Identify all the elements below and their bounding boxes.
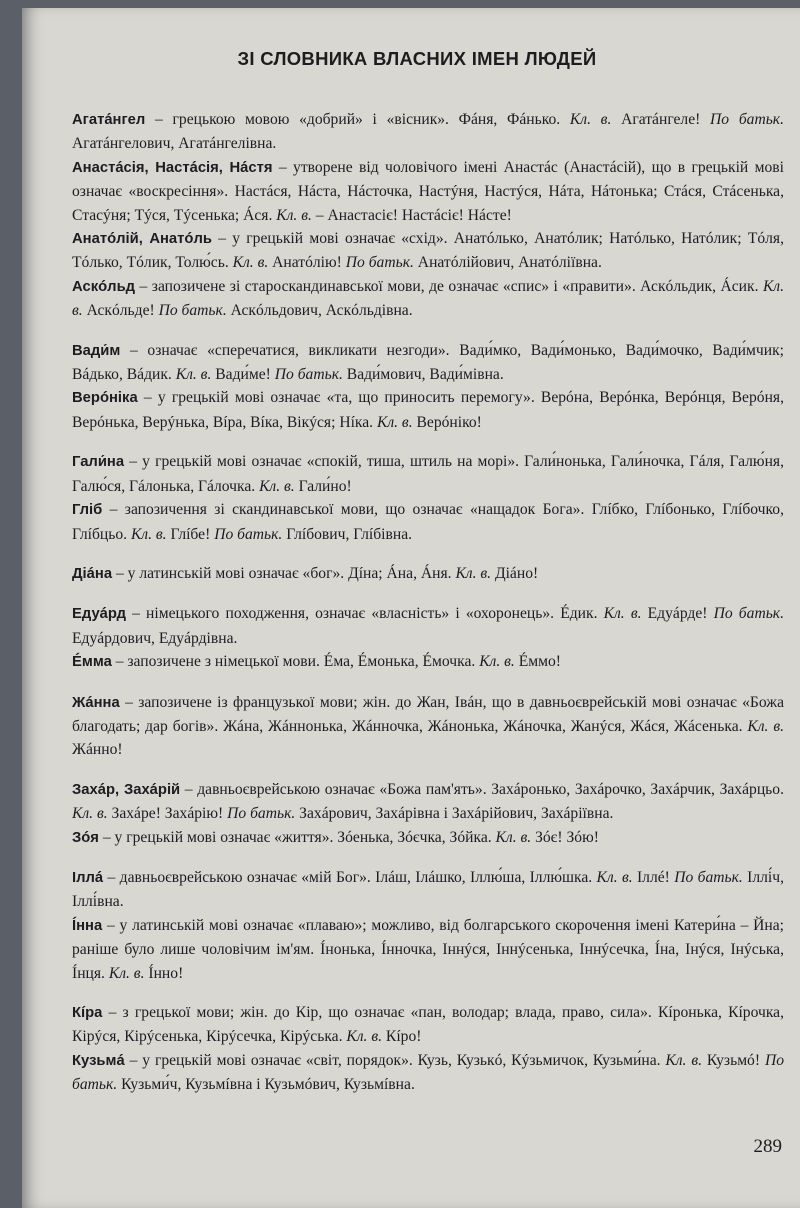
entry-halyna — [72, 450, 784, 498]
entry-anastasiia — [72, 156, 784, 227]
vocative-label: Кл. в. — [455, 564, 492, 582]
entry-kuzma — [72, 1049, 784, 1097]
definition: – грецькою мовою «добрий» і «вісник». Фáня, Фáнько. — [145, 111, 570, 128]
entry-emma — [72, 650, 784, 674]
patronymic-form: Захáрович, Захáрівна і Захáрійович, Захáріївна. — [295, 805, 614, 823]
headword: Кузьмá — [72, 1052, 125, 1069]
patronymic-label: По батьк. — [72, 1051, 784, 1094]
headword: Éмма — [72, 654, 112, 671]
entry-vadym — [72, 339, 784, 387]
vocative-label: Кл. в. — [72, 277, 784, 320]
vocative-form: Кузьмó! — [702, 1051, 765, 1069]
vocative-label: Кл. в. — [665, 1051, 703, 1069]
patronymic-form: Кузьми́ч, Кузьмíвна і Кузьмóвич, Кузьмíвна. — [117, 1076, 415, 1094]
definition: – утворене від чоловічого імені Анастáс (Анастáсій), що в грецькій мові означає «воскресіння». Настáся, Нáста, Нáсточка, Настýня, Настýся, Нáта, Нáтонька; Стáся, Стáсенька, Стасýня; Тýся, Тýсенька; Áся. — [72, 158, 784, 224]
vocative-form: Éммо! — [514, 653, 561, 671]
headword: Захáр, Захáрій — [72, 781, 181, 798]
vocative-form: Кíро! — [382, 1028, 422, 1046]
vocative-form: Іллé! — [632, 868, 675, 886]
definition: – запозичення зі скандинавської мови, що означає «нащадок Бога». Глíбко, Глíбонько, Глíбочко, Глíбцьо. — [72, 501, 784, 543]
patronymic-form: Анатóлійович, Анатóліївна. — [413, 254, 602, 272]
vocative-label: Кл. в. — [479, 653, 515, 671]
page-title: ЗІ СЛОВНИКА ВЛАСНИХ ІМЕН ЛЮДЕЙ — [237, 48, 597, 69]
entry-agatangel — [72, 108, 784, 156]
headword: Вади́м — [72, 342, 121, 359]
headword: Гали́на — [72, 454, 125, 471]
entry-kira — [72, 1001, 784, 1049]
vocative-form: Едуáрде! — [641, 605, 714, 623]
vocative-label: Кл. в. — [259, 477, 295, 495]
vocative-label: Кл. в. — [569, 111, 612, 128]
vocative-form: Анатóлію! — [268, 254, 346, 272]
headword: Анатóлій, Анатóль — [72, 231, 212, 248]
definition: – давньоєврейською означає «мій Бог». Ілáш, Ілáшко, Іллю́ша, Іллю́шка. — [103, 868, 597, 886]
definition: – з грецької мови; жін. до Кір, що означає «пан, володар; влада, право, сила». Кíронька, Кíрочка, Кірýся, Кірýсенька, Кірýсечка, Кірýська. — [72, 1004, 784, 1046]
vocative-label: Кл. в. — [276, 206, 312, 224]
headword: Діáна — [72, 565, 113, 582]
entry-inna — [72, 914, 784, 985]
definition: – у латинській мові означає «бог». Дíна; Áна, Áня. — [112, 564, 456, 582]
vocative-label: Кл. в. — [72, 805, 108, 823]
book-page — [22, 8, 800, 1208]
definition: – у грецькій мові означає «та, що приносить перемогу». Верóна, Верóнка, Верóнця, Верóня, Верóнька, Верýнька, Вíра, Вíка, Вікýся; Нíка. — [72, 389, 784, 431]
entry-veronika — [72, 386, 784, 434]
patronymic-label: По батьк. — [274, 366, 343, 384]
patronymic-form: Іллі́ч, Іллі́вна. — [72, 868, 784, 911]
definition: – запозичене із французької мови; жін. до Жан, Івáн, що в давньоєврейській мові означає «Божа благодать; дар богів». Жáна, Жáннонька, Жáнночка, Жáнонька, Жáночка, Жанýся, Жáся, Жáсенька. — [72, 693, 784, 735]
patronymic-label: По батьк. — [713, 605, 784, 623]
vocative-label: Кл. в. — [747, 717, 784, 735]
headword: Зóя — [72, 829, 99, 846]
headword: Агатáнгел — [72, 112, 146, 128]
dictionary-entries — [72, 108, 784, 1097]
definition: – у латинській мові означає «плаваю»; можливо, від болгарського скорочення імені Катери́на – Йна; раніше було лише чоловічим ім'ям. Íнонька, Íнночка, Іннýся, Іннýсенька, Іннýсечка, Íна, Інýся, Інýська, Íнця. — [72, 916, 784, 982]
patronymic-label: По батьк. — [214, 525, 283, 543]
definition: – у грецькій мові означає «світ, порядок». Кузь, Кузькó, Кýзьмичок, Кузьми́на. — [124, 1051, 666, 1069]
entry-diana — [72, 562, 784, 586]
vocative-label: Кл. в. — [376, 413, 413, 431]
entry-eduard — [72, 602, 784, 650]
headword: Анастáсія, Настáсія, Нáстя — [72, 159, 273, 176]
entry-askold — [72, 275, 784, 323]
definition: – давньоєврейською означає «Божа пам'ять». Захáронько, Захáрочко, Захáрчик, Захáрцьо. — [180, 780, 784, 798]
patronymic-form: Глíбович, Глíбівна. — [282, 525, 413, 543]
patronymic-form: Едуáрдович, Едуáрдівна. — [72, 629, 238, 647]
definition: – запозичене з німецької мови. Éма, Éмонька, Éмочка. — [111, 653, 480, 671]
vocative-label: Кл. в. — [130, 525, 167, 543]
vocative-form: Агатáнгеле! — [611, 111, 711, 128]
headword: Верóніка — [72, 390, 138, 407]
patronymic-label: По батьк. — [227, 805, 296, 823]
headword: Гліб — [72, 502, 103, 519]
entry-illia — [72, 866, 784, 914]
entry-zakhar — [72, 778, 784, 826]
vocative-form: Глíбе! — [166, 525, 215, 543]
vocative-label: Кл. в. — [603, 605, 642, 623]
definition: – у грецькій мові означає «спокій, тиша, штиль на морі». Гали́нонька, Гали́ночка, Гáля, Галю́ня, Галю́ся, Гáлонька, Гáлочка. — [72, 453, 784, 495]
vocative-form: Вади́ме! — [211, 366, 275, 384]
patronymic-label: По батьк. — [674, 868, 743, 886]
vocative-label: Кл. в. — [175, 366, 212, 384]
vocative-label: Кл. в. — [346, 1028, 383, 1046]
patronymic-form: Вади́мович, Вади́мівна. — [342, 366, 504, 384]
patronymic-label: По батьк. — [710, 111, 785, 128]
vocative-form: – Анастасіє! Настáсіє! Нáсте! — [311, 206, 512, 224]
vocative-form: Гали́но! — [294, 477, 352, 495]
patronymic-form: Аскóльдович, Аскóльдівна. — [226, 302, 413, 320]
vocative-label: Кл. в. — [232, 254, 269, 272]
vocative-form: Діáно! — [491, 564, 539, 582]
headword: Аскóльд — [72, 278, 136, 295]
headword: Кíра — [72, 1005, 103, 1021]
definition: – запозичене зі староскандинавської мови, де означає «спис» і «правити». Аскóльдик, Áсик. — [135, 277, 763, 295]
patronymic-label: По батьк. — [345, 254, 414, 272]
vocative-label: Кл. в. — [596, 868, 633, 886]
entry-hlib — [72, 498, 784, 546]
headword: Íнна — [72, 917, 103, 934]
definition: – у грецькій мові означає «життя». Зóенька, Зóєчка, Зóйка. — [98, 828, 496, 846]
vocative-form: Жáнно! — [72, 741, 123, 759]
definition: – німецького походження, означає «власність» і «охоронець». Éдик. — [125, 605, 604, 623]
patronymic-label: По батьк. — [158, 302, 227, 320]
vocative-form: Íнно! — [144, 964, 184, 982]
patronymic-form: Агатáнгелович, Агатáнгелівна. — [72, 135, 277, 153]
entry-anatolii — [72, 227, 784, 275]
vocative-label: Кл. в. — [108, 964, 145, 982]
headword: Іллá — [72, 869, 104, 886]
vocative-form: Захáре! Захáрію! — [107, 805, 228, 823]
definition: – означає «сперечатися, викликати незгоди». Вади́мко, Вади́монько, Вади́мочко, Вади́мчик; Вáдько, Вáдик. — [72, 341, 784, 384]
entry-zoia — [72, 826, 784, 850]
vocative-form: Зóє! Зóю! — [531, 828, 599, 846]
page-number: 289 — [753, 1136, 782, 1157]
headword: Едуáрд — [72, 606, 126, 623]
definition: – у грецькій мові означає «схід». Анатóлько, Анатóлик; Натóлько, Натóлик; Тóля, Тóлько, Тóлик, Толю́сь. — [72, 230, 784, 272]
vocative-form: Аскóльде! — [82, 302, 159, 320]
vocative-form: Верóніко! — [412, 413, 482, 431]
vocative-label: Кл. в. — [495, 828, 532, 846]
headword: Жáнна — [72, 694, 120, 711]
entry-zhanna — [72, 691, 784, 762]
